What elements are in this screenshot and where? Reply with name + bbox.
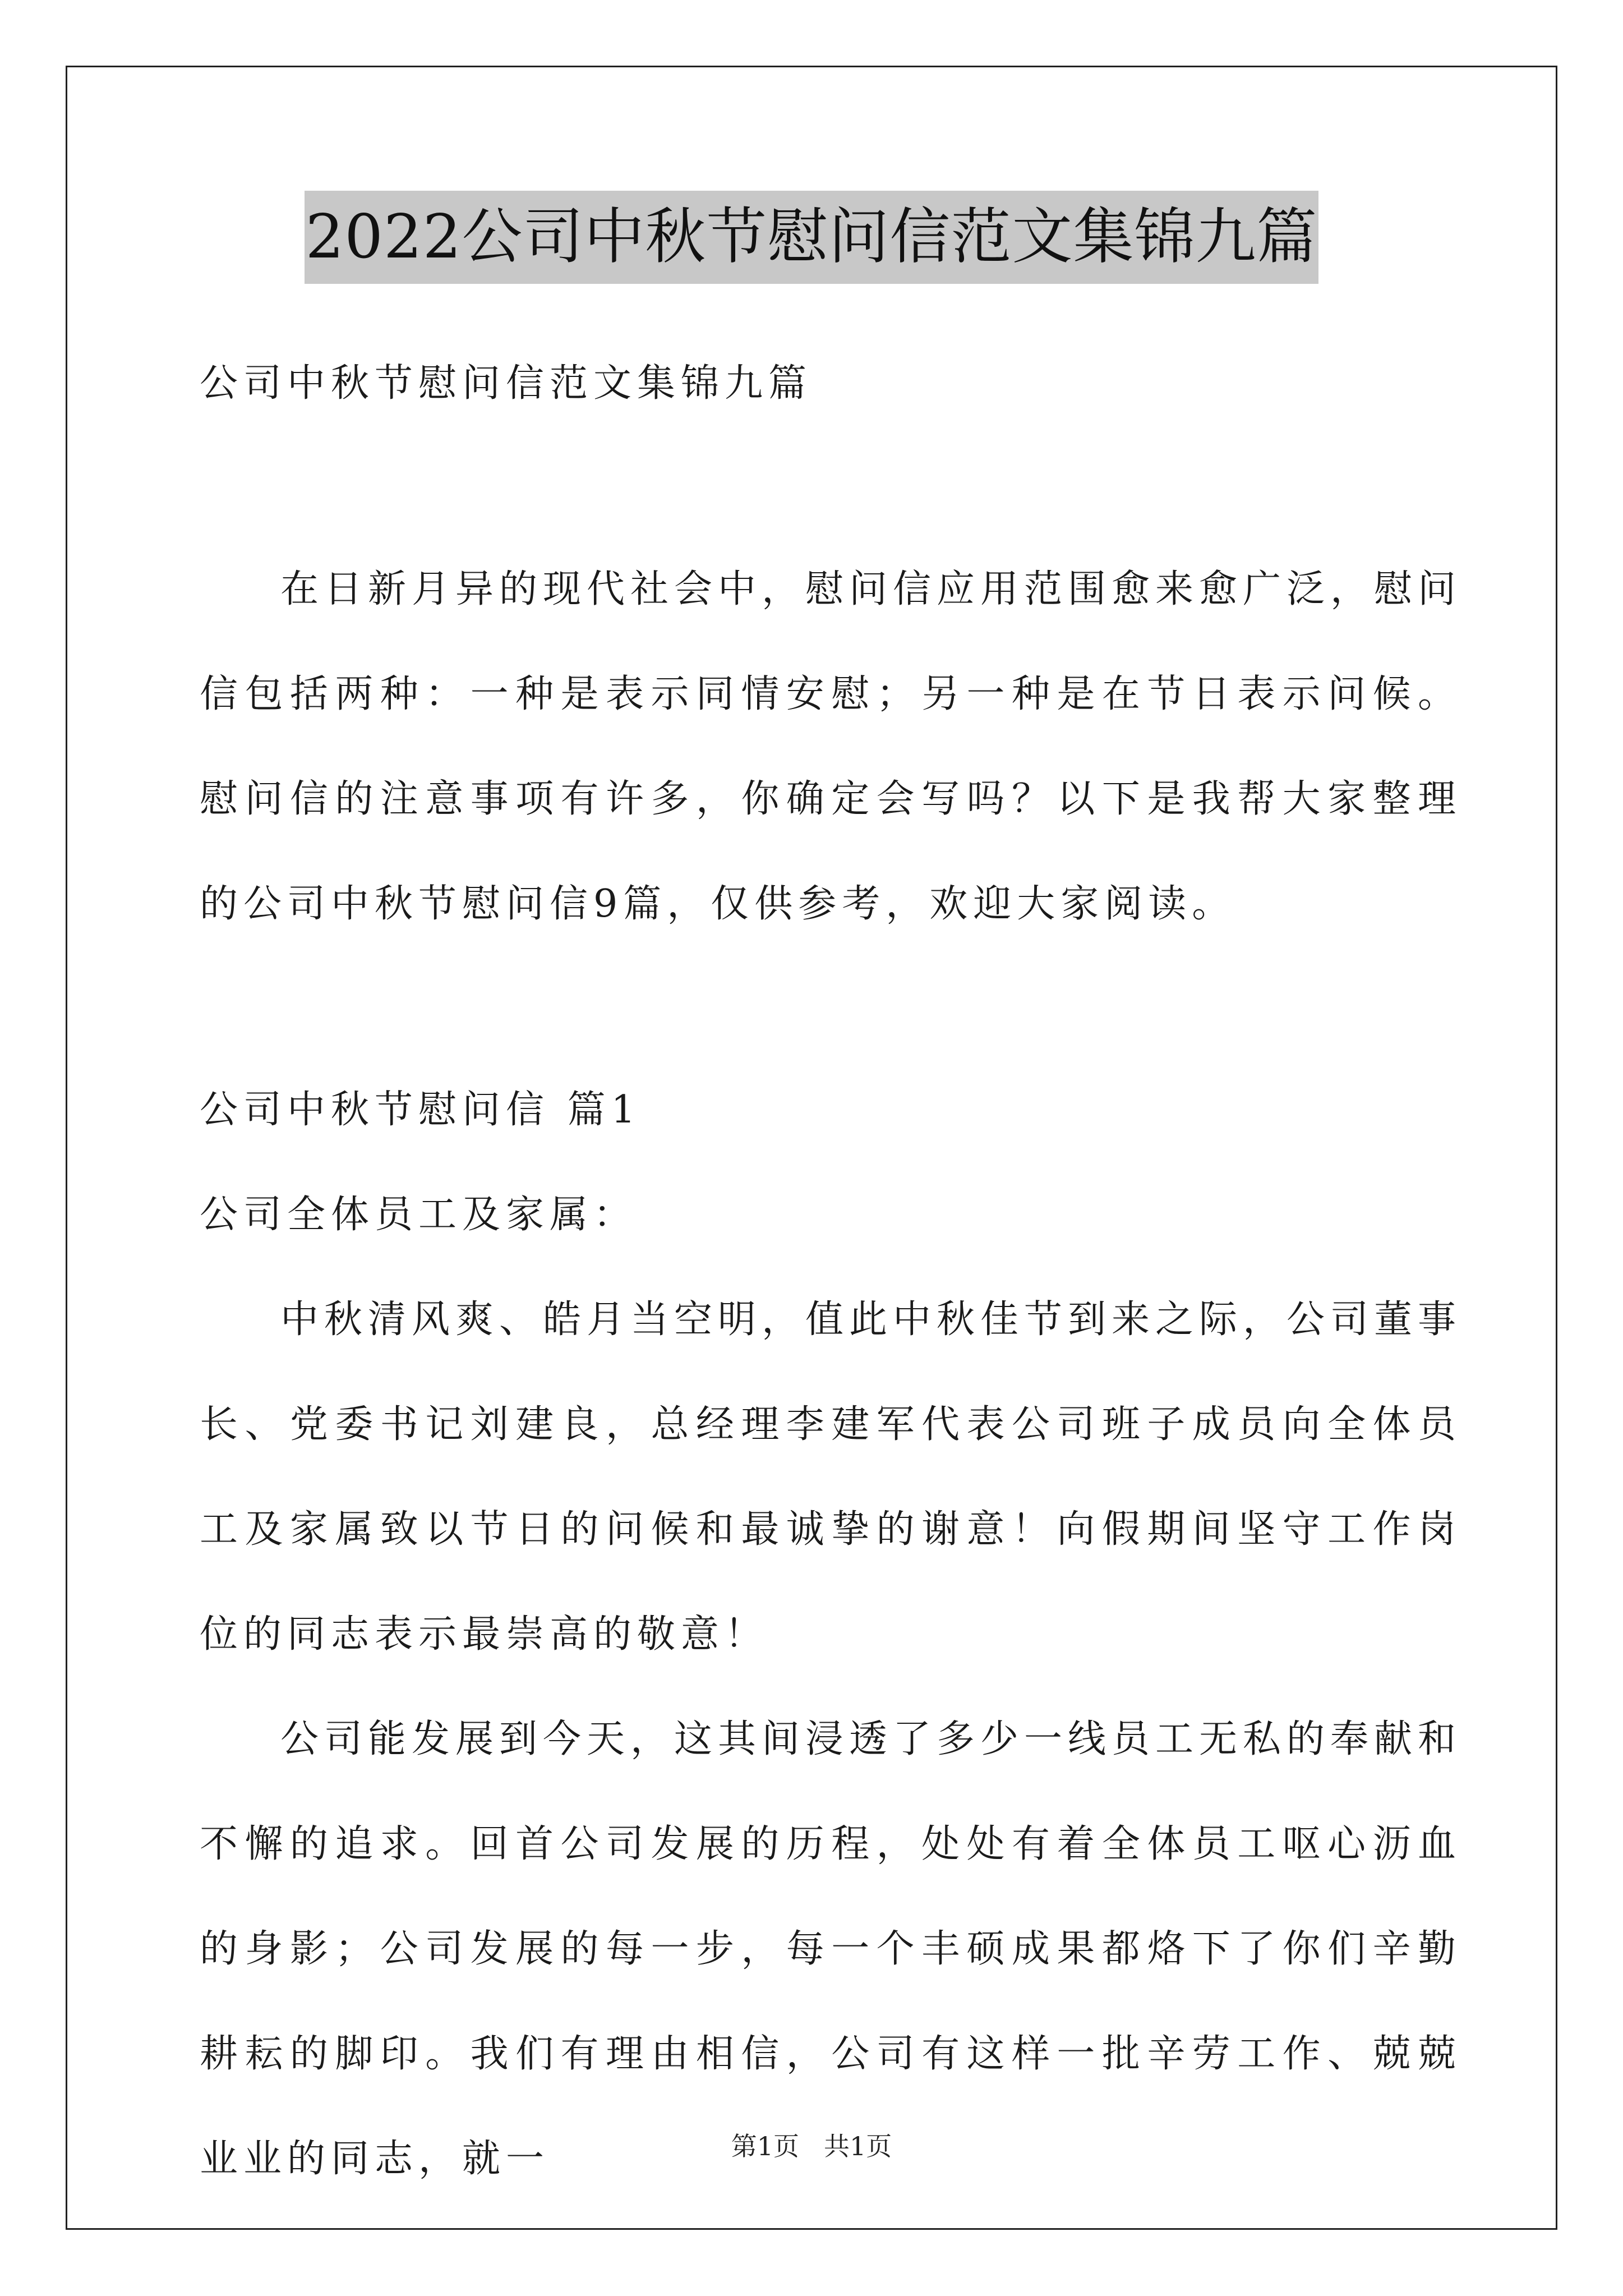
body-paragraph-2: 公司能发展到今天，这其间浸透了多少一线员工无私的奉献和不懈的追求。回首公司发展的历程，处处有着全体员工呕心沥血的身影；公司发展的每一步，每一个丰硕成果都烙下了你们辛勤耕耘的脚印。我们有理由相信，公司有这样一批辛劳工作、兢兢业业的同志，就一	[200, 1717, 1462, 2181]
salutation: 公司全体员工及家属：	[200, 1193, 638, 1237]
document-subtitle: 公司中秋节慰问信范文集锦九篇	[200, 361, 813, 406]
section-heading: 公司中秋节慰问信 篇1	[200, 1088, 641, 1132]
document-body	[200, 331, 1461, 2211]
intro-paragraph: 在日新月异的现代社会中，慰问信应用范围愈来愈广泛，慰问信包括两种：一种是表示同情安慰；另一种是在节日表示问候。慰问信的注意事项有许多，你确定会写吗？以下是我帮大家整理的公司中秋节慰问信9篇，仅供参考，欢迎大家阅读。	[200, 567, 1462, 926]
document-title: 2022公司中秋节慰问信范文集锦九篇	[305, 191, 1319, 284]
body-paragraph-1: 中秋清风爽、皓月当空明，值此中秋佳节到来之际，公司董事长、党委书记刘建良，总经理李建军代表公司班子成员向全体员工及家属致以节日的问候和最诚挚的谢意！向假期间坚守工作岗位的同志表示最崇高的敬意！	[200, 1297, 1462, 1657]
page-total: 共1页	[824, 2131, 892, 2161]
title-container	[0, 191, 1623, 284]
page-footer	[0, 2126, 1623, 2163]
page-number: 第1页	[731, 2131, 799, 2161]
